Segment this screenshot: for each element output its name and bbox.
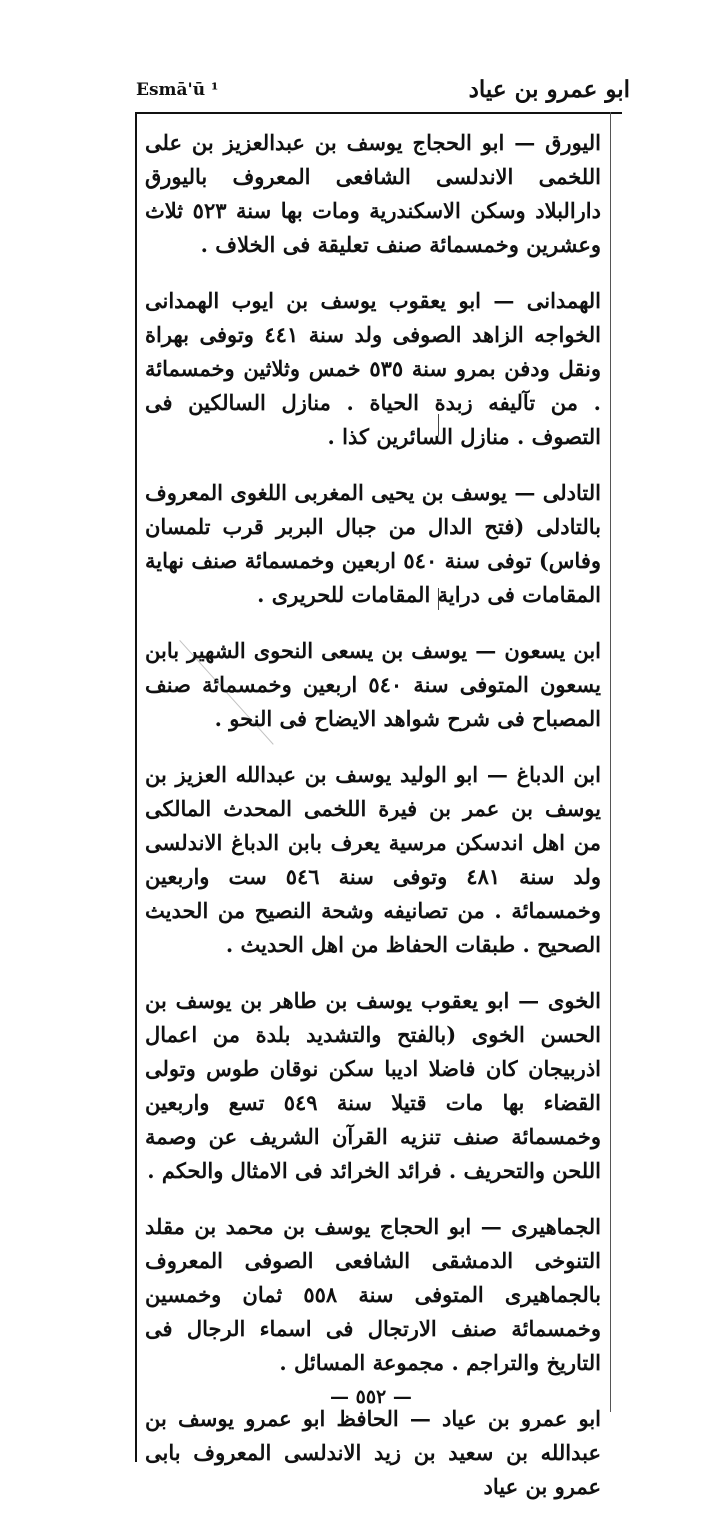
entry-ibn-dabbagh: ابن الدباغ — ابو الوليد يوسف بن عبدالله العزيز بن يوسف بن عمر بن فيرة اللخمى المحدث المالكى من اهل اندسكن مرسية يعرف بابن الدباغ الاندلسى ولد سنة ٤٨١ وتوفى سنة ٥٤٦ ست واربعين وخمسمائة . من تصانيفه وشحة النصيح من الحديث الصحيح . طبقات الحفاظ من اهل الحديث . bbox=[145, 762, 601, 957]
running-title: ابو عمرو بن عياد bbox=[468, 76, 630, 103]
running-code: Esmā'ū ¹ bbox=[136, 80, 219, 100]
column-rule-right bbox=[610, 112, 611, 1412]
column-rule-left bbox=[135, 112, 137, 1462]
entry-khuwi: الخوى — ابو يعقوب يوسف بن طاهر بن يوسف بن الحسن الخوى (بالفتح والتشديد بلدة من اعمال اذربيجان كان فاضلا اديبا سكن نوقان طوس وتولى القضاء بها مات قتيلا سنة ٥٤٩ تسع واربعين وخمسمائة صنف تنزيه القرآن الشريف عن وصمة اللحن والتحريف . فرائد الخرائد فى الامثال والحكم . bbox=[145, 988, 602, 1183]
entry-ibn-yasun: ابن يسعون — يوسف بن يسعى النحوى الشهير بابن يسعون المتوفى سنة ٥٤٠ اربعين وخمسمائة صنف المصباح فى شرح شواهد الايضاح فى النحو . bbox=[145, 638, 601, 731]
entry-tadili: التادلى — يوسف بن يحيى المغربى اللغوى المعروف بالتادلى (فتح الدال من جبال البربر قرب تلمسان وفاس) توفى سنة ٥٤٠ اربعين وخمسمائة صنف نهاية المقامات فى دراية المقامات للحريرى . bbox=[145, 480, 601, 607]
header-rule bbox=[135, 112, 622, 114]
entry-hamadani: الهمدانى — ابو يعقوب يوسف بن ايوب الهمدانى الخواجه الزاهد الصوفى ولد سنة ٤٤١ وتوفى بهراة ونقل ودفن بمرو سنة ٥٣٥ خمس وثلاثين وخمسمائة . من تآليفه زبدة الحياة . منازل السالكين فى التصوف . منازل السائرين كذا . bbox=[145, 288, 601, 449]
entry-jamahiri: الجماهيرى — ابو الحجاج يوسف بن محمد بن مقلد التنوخى الدمشقى الشافعى الصوفى المعروف بالجماهيرى المتوفى سنة ٥٥٨ ثمان وخمسين وخمسمائة صنف الارتجال فى اسماء الرجال فى التاريخ والتراجم . مجموعة المسائل . bbox=[145, 1214, 602, 1375]
running-header bbox=[136, 72, 630, 112]
entry-ibn-ayyad: ابو عمرو بن عياد — الحافظ ابو عمرو يوسف بن عبدالله بن سعيد بن زيد الاندلسى المعروف بابى عمرو بن عياد bbox=[145, 1406, 601, 1499]
entry-alyurq: اليورق — ابو الحجاج يوسف بن عبدالعزيز بن على اللخمى الاندلسى الشافعى المعروف باليورق دارالبلاد وسكن الاسكندرية ومات بها سنة ٥٢٣ ثلاث وعشرين وخمسمائة صنف تعليقة فى الخلاف . bbox=[145, 130, 601, 257]
page-number: — ٥٥٢ — bbox=[330, 1386, 412, 1408]
text-column bbox=[145, 126, 601, 1526]
